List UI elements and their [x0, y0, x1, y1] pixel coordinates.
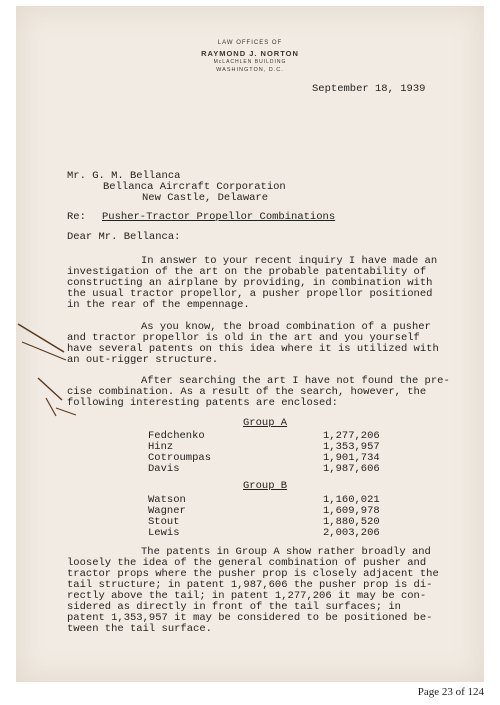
patent-name: Watson — [148, 494, 186, 506]
patent-name: Hinz — [148, 441, 174, 453]
patent-number: 1,880,520 — [323, 516, 380, 528]
patent-number: 1,609,978 — [323, 505, 380, 517]
paragraph-line: the usual tractor propellor, a pusher propellor positioned — [67, 288, 433, 300]
paragraph-line: loosely the idea of the general combination of pusher and — [67, 557, 427, 569]
patent-number: 2,003,206 — [323, 527, 380, 539]
paragraph-line: and tractor propellor is old in the art and you yourself — [67, 332, 420, 344]
patent-number: 1,277,206 — [323, 430, 380, 442]
re-label: Re: — [67, 211, 86, 223]
patent-name: Cotroumpas — [148, 452, 212, 464]
paragraph-line: rectly above the tail; in patent 1,277,206 it may be con- — [67, 590, 427, 602]
letterhead-city: WASHINGTON, D.C. — [216, 67, 284, 73]
letterhead-line: LAW OFFICES OF — [217, 40, 283, 46]
patent-number: 1,901,734 — [323, 452, 380, 464]
patent-name: Lewis — [148, 527, 180, 539]
paragraph-line: patent 1,353,957 it may be considered to be positioned be- — [67, 612, 433, 624]
pencil-marks — [16, 320, 86, 420]
paragraph-line: tractor props where the pusher prop is closely adjacent the — [67, 568, 439, 580]
patent-number: 1,160,021 — [323, 494, 380, 506]
paragraph-line: sidered as directly in front of the tail surfaces; in — [67, 601, 401, 613]
group-a-title: Group A — [243, 417, 288, 429]
paragraph-line: have several patents on this idea where it is utilized with — [67, 343, 439, 355]
paragraph-line: an out-rigger structure. — [67, 354, 219, 366]
address-line: New Castle, Delaware — [142, 192, 269, 204]
paragraph-line: tween the tail surface. — [67, 623, 212, 635]
paragraph-line: investigation of the art on the probable patentability of — [67, 266, 427, 278]
paragraph-line: following interesting patents are enclosed: — [67, 397, 338, 409]
patent-name: Wagner — [148, 505, 186, 517]
paragraph-line: tail structure; in patent 1,987,606 the pusher prop is di- — [67, 579, 433, 591]
group-b-title: Group B — [243, 480, 288, 492]
address-line: Bellanca Aircraft Corporation — [103, 181, 286, 193]
paragraph-line: The patents in Group A show rather broadly and — [141, 546, 431, 558]
paragraph-line: constructing an airplane by providing, in combination with — [67, 277, 433, 289]
paragraph-line: In answer to your recent inquiry I have made an — [141, 255, 438, 267]
patent-number: 1,353,957 — [323, 441, 380, 453]
re-subject: Pusher-Tractor Propellor Combinations — [102, 211, 336, 223]
patent-name: Davis — [148, 463, 180, 475]
paragraph-line: As you know, the broad combination of a pusher — [141, 321, 431, 333]
page-counter: Page 23 of 124 — [417, 686, 484, 698]
letterhead-name: RAYMOND J. NORTON — [201, 49, 299, 58]
patent-name: Fedchenko — [148, 430, 205, 442]
letterhead-building: McLACHLEN BUILDING — [213, 59, 287, 65]
address-line: Mr. G. M. Bellanca — [67, 170, 181, 182]
patent-number: 1,987,606 — [323, 463, 380, 475]
salutation: Dear Mr. Bellanca: — [67, 231, 181, 243]
paragraph-line: After searching the art I have not found the pre- — [141, 375, 450, 387]
paragraph-line: cise combination. As a result of the search, however, the — [67, 386, 427, 398]
paragraph-line: in the rear of the empennage. — [67, 299, 250, 311]
letter-date: September 18, 1939 — [312, 83, 426, 95]
patent-name: Stout — [148, 516, 180, 528]
